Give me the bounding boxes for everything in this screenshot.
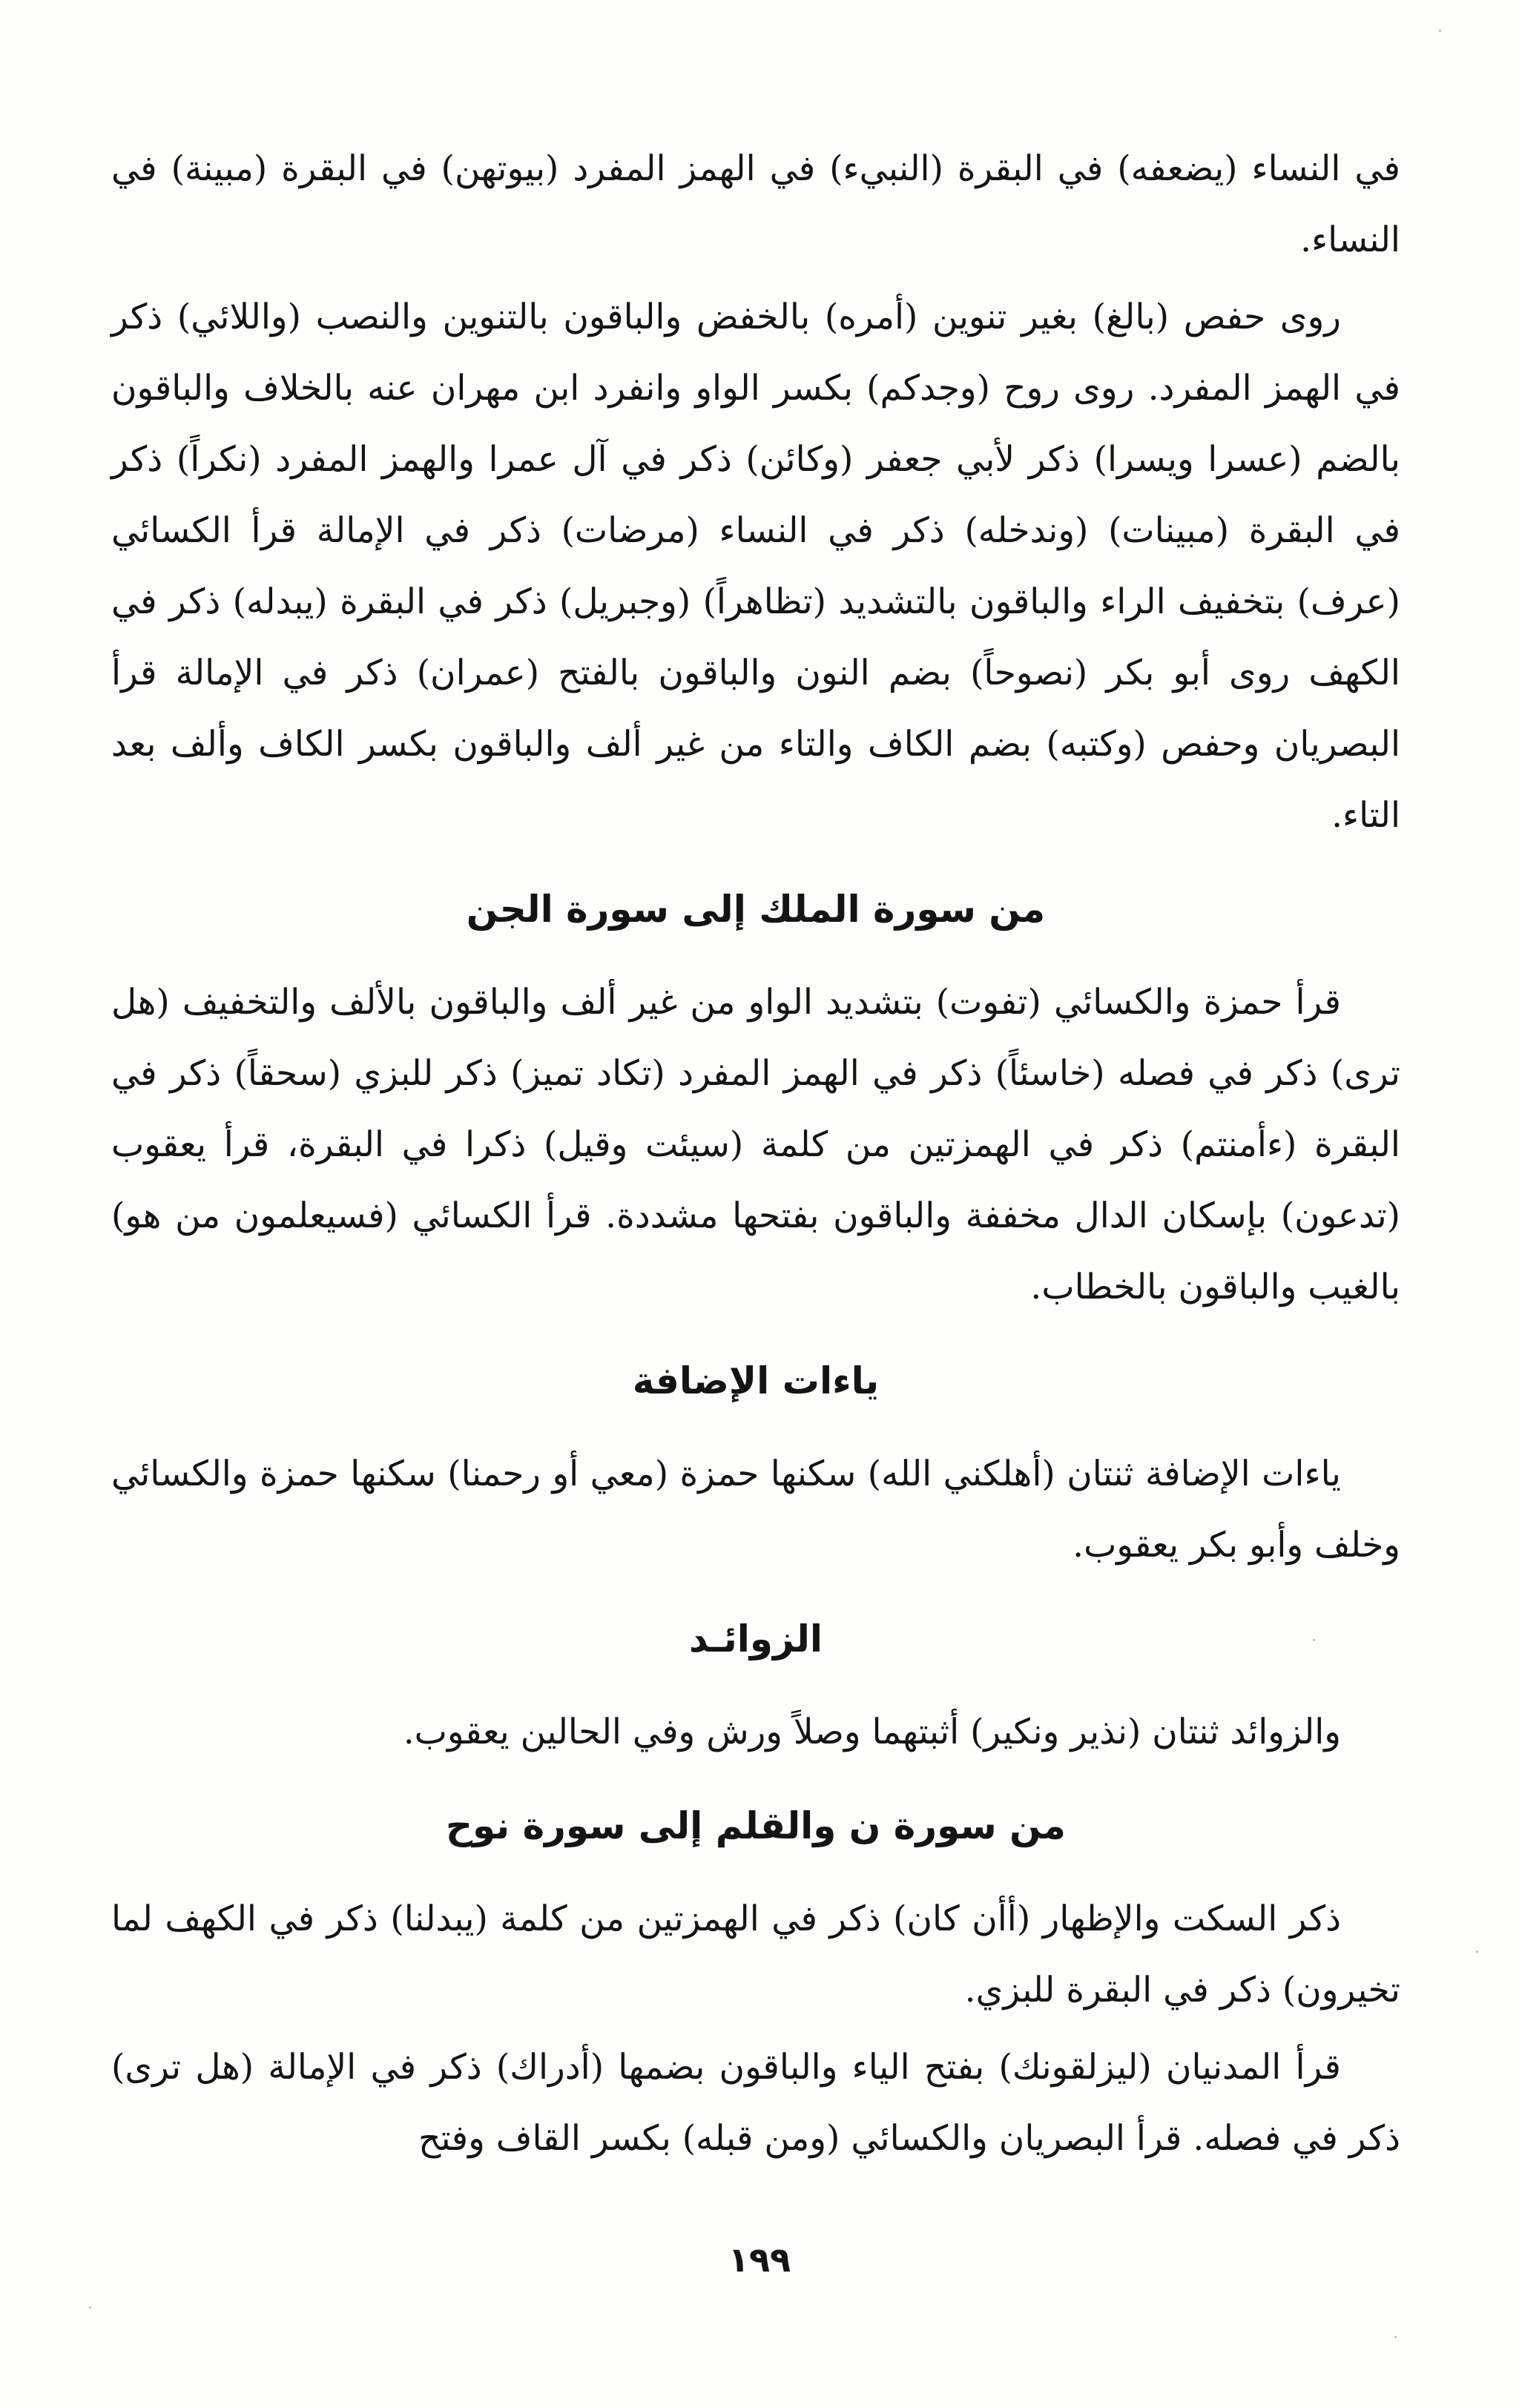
page-number: ١٩٩ <box>728 2240 791 2280</box>
paragraph: في النساء (يضعفه) في البقرة (النبيء) في الهمز المفرد (بيوتهن) في البقرة (مبينة) في النساء. <box>111 148 1400 260</box>
paragraph: قرأ حمزة والكسائي (تفوت) بتشديد الواو من غير ألف والباقون بالألف والتخفيف (هل ترى) ذكر في فصله (خاسئاً) ذكر في الهمز المفرد (تكاد تميز) ذكر للبزي (سحقاً) ذكر في البقرة (ءأمنتم) ذكر في الهمزتين من كلمة (سيئت وقيل) ذكرا في البقرة، قرأ يعقوب (تدعون) بإسكان الدال مخففة والباقون بفتحها مشددة. قرأ الكسائي (فسيعلمون من هو) بالغيب والباقون بالخطاب. <box>111 982 1400 1307</box>
scan-speck <box>1439 30 1441 32</box>
paragraph: ياءات الإضافة ثنتان (أهلكني الله) سكنها حمزة (معي أو رحمنا) سكنها حمزة والكسائي وخلف وأبو بكر يعقوب. <box>111 1454 1400 1566</box>
section-heading: من سورة الملك إلى سورة الجن <box>466 888 1046 931</box>
paragraph: قرأ المدنيان (ليزلقونك) بفتح الياء والباقون بضمها (أدراك) ذكر في الإمالة (هل ترى) ذكر في فصله. قرأ البصريان والكسائي (ومن قبله) بكسر القاف وفتح <box>111 2047 1400 2159</box>
page-body <box>111 133 1400 2174</box>
section-heading: ياءات الإضافة <box>632 1359 880 1402</box>
paragraph: روى حفص (بالغ) بغير تنوين (أمره) بالخفض والباقون بالتنوين والنصب (واللائي) ذكر في الهمز المفرد. روى روح (وجدكم) بكسر الواو وانفرد ابن مهران عنه بالخلاف والباقون بالضم (عسرا ويسرا) ذكر لأبي جعفر (وكائن) ذكر في آل عمرا والهمز المفرد (نكراً) ذكر في البقرة (مبينات) (وندخله) ذكر في النساء (مرضات) ذكر في الإمالة قرأ الكسائي (عرف) بتخفيف الراء والباقون بالتشديد (تظاهراً) (وجبريل) ذكر في البقرة (يبدله) ذكر في الكهف روى أبو بكر (نصوحاً) بضم النون والباقون بالفتح (عمران) ذكر في الإمالة قرأ البصريان وحفص (وكتبه) بضم الكاف والتاء من غير ألف والباقون بكسر الكاف وألف بعد التاء. <box>111 297 1400 836</box>
scan-speck <box>1313 1639 1315 1641</box>
scan-speck <box>1394 2336 1397 2338</box>
scan-speck <box>89 2306 91 2309</box>
section-heading: الزوائـد <box>689 1617 823 1660</box>
paragraph: ذكر السكت والإظهار (أأن كان) ذكر في الهمزتين من كلمة (يبدلنا) ذكر في الكهف لما تخيرون) ذكر في البقرة للبزي. <box>111 1899 1400 2010</box>
section-heading: من سورة ن والقلم إلى سورة نوح <box>446 1804 1066 1847</box>
paragraph: والزوائد ثنتان (نذير ونكير) أثبتهما وصلاً ورش وفي الحالين يعقوب. <box>403 1712 1341 1752</box>
scan-speck <box>1476 1950 1478 1953</box>
